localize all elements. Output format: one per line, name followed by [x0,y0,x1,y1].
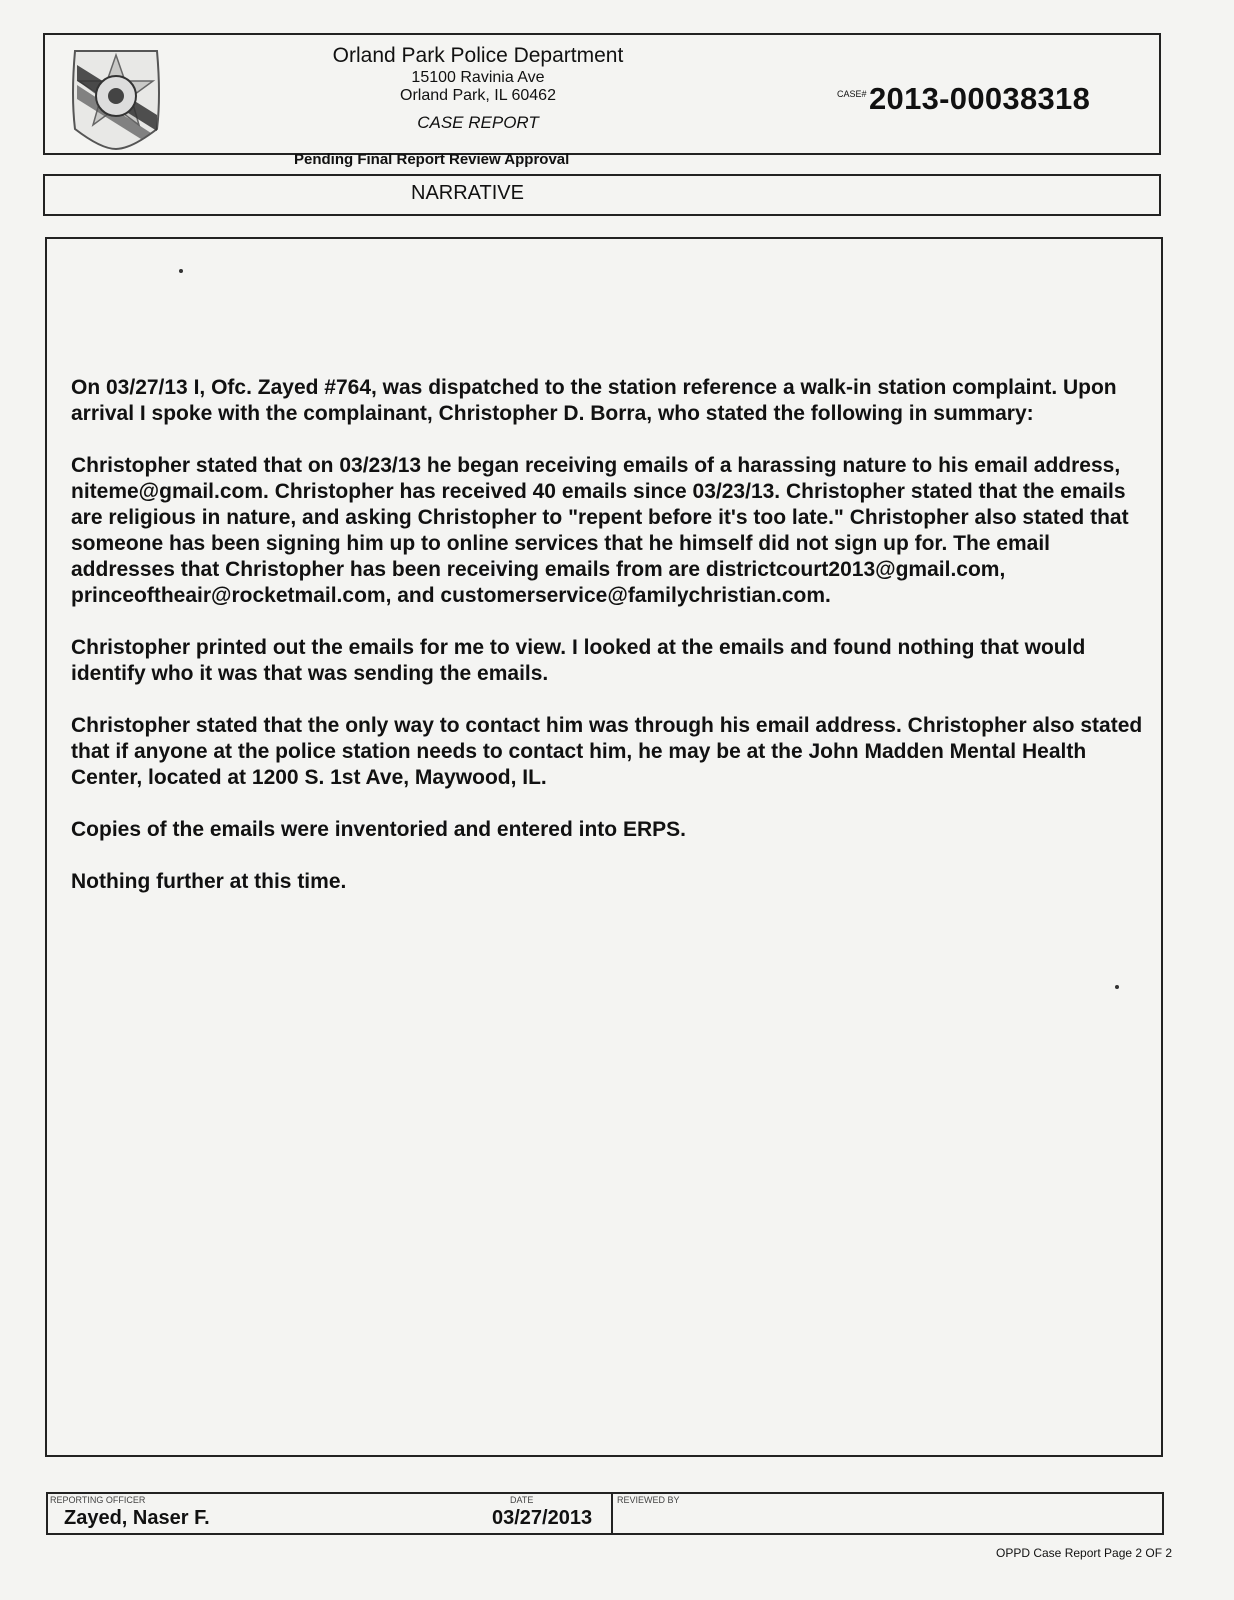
scan-speck [1115,985,1119,989]
case-number: 2013-00038318 [869,81,1091,116]
narrative-paragraph-1: On 03/27/13 I, Ofc. Zayed #764, was dispatched to the station reference a walk-in station complaint. Upon arrival I spoke with the complainant, Christopher D. Borra, who stated the following in summary: [71,376,1117,425]
officer-name: Zayed, Naser F. [64,1507,210,1529]
narrative-box [45,237,1163,1457]
footer-divider [611,1494,613,1533]
police-seal-logo [61,41,171,151]
department-name: Orland Park Police Department [332,44,624,67]
page-number: OPPD Case Report Page 2 OF 2 [996,1546,1173,1560]
narrative-paragraph-2: Christopher stated that on 03/23/13 he began receiving emails of a harassing nature to his email address, niteme@gmail.com. Christopher has received 40 emails since 03/23/13. Christopher stated that the emails are religious in nature, and asking Christopher to "repent before it's too late." Christopher also stated that someone has been signing him up to online services that he himself did not sign up for. The email addresses that Christopher has been receiving emails from are districtcourt2013@gmail.com, princeoftheair@rocketmail.com, and customerservice@familychristian.com. [71,454,1129,607]
section-header [43,174,1161,216]
report-header [43,33,1161,155]
scan-speck [179,269,183,273]
address-line-2: Orland Park, IL 60462 [400,87,556,104]
narrative-paragraph-3: Christopher printed out the emails for me to view. I looked at the emails and found nothing that would identify who it was that was sending the emails. [71,636,1086,685]
report-type: CASE REPORT [417,113,539,132]
date-label: DATE [510,1495,534,1505]
report-date: 03/27/2013 [492,1507,593,1529]
narrative-paragraph-6: Nothing further at this time. [71,870,347,893]
signature-footer [46,1492,1164,1535]
narrative-paragraph-4: Christopher stated that the only way to contact him was through his email address. Christopher also stated that if anyone at the police station needs to contact him, he may be at the John Madden Mental Health Center, located at 1200 S. 1st Ave, Maywood, IL. [71,714,1143,789]
officer-label: REPORTING OFFICER [50,1495,146,1505]
narrative-paragraph-5: Copies of the emails were inventoried and entered into ERPS. [71,818,686,841]
department-block [278,43,678,133]
narrative-text [71,375,1146,921]
case-number-label: CASE# [837,89,867,99]
section-title: NARRATIVE [411,182,524,204]
reviewed-by-label: REVIEWED BY [617,1495,680,1505]
address-line-1: 15100 Ravinia Ave [411,69,545,86]
report-status: Pending Final Report Review Approval [294,151,570,168]
